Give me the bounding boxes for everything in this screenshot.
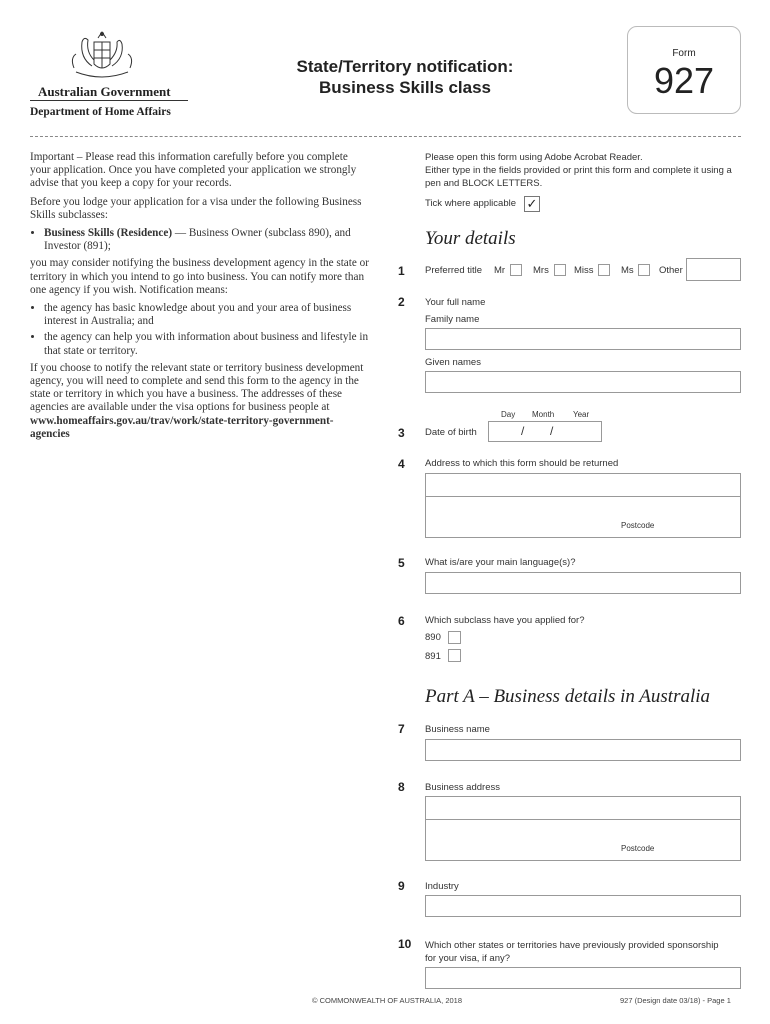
main-language-field[interactable] (425, 572, 741, 594)
title-ms-label: Ms (621, 265, 634, 276)
preferred-title-label: Preferred title (425, 265, 483, 276)
dob-year-label: Year (573, 410, 590, 419)
title-line-2: Business Skills class (319, 78, 491, 97)
main-language-label: What is/are your main language(s)? (425, 557, 576, 568)
industry-label: Industry (425, 881, 459, 892)
intro-agencies (30, 362, 370, 441)
question-number-9: 9 (398, 879, 405, 893)
page-title (270, 56, 540, 98)
question-number-3: 3 (398, 426, 405, 440)
tick-example-icon: ✓ (524, 196, 540, 212)
other-states-field[interactable] (425, 967, 741, 989)
family-name-label: Family name (425, 314, 480, 325)
business-name-label: Business name (425, 724, 490, 735)
date-of-birth-label: Date of birth (425, 427, 477, 438)
dob-separator-1: / (521, 424, 525, 438)
intro-important: Important – Please read this information carefully before you complete your application. Once you have completed your application we strongly advise that you keep a copy for your records. (30, 151, 357, 190)
question-number-7: 7 (398, 722, 405, 736)
department-name: Department of Home Affairs (30, 106, 171, 118)
title-other-field[interactable] (686, 258, 741, 281)
coat-of-arms-logo (62, 28, 142, 88)
question-number-5: 5 (398, 556, 405, 570)
date-of-birth-field[interactable] (488, 421, 602, 442)
agencies-link[interactable]: www.homeaffairs.gov.au/trav/work/state-territory-government-agencies (30, 414, 334, 440)
instructions-line-1: Please open this form using Adobe Acrobat Reader. (425, 152, 643, 163)
subclass-891-label: 891 (425, 651, 441, 662)
question-number-8: 8 (398, 780, 405, 794)
intro-notify: you may consider notifying the business development agency in the state or territory in which you intend to go into business. You can notify more than one agency if you wish. Notification means: (30, 257, 369, 296)
instructions (425, 151, 745, 190)
subclass-890-label: 890 (425, 632, 441, 643)
given-names-label: Given names (425, 357, 481, 368)
dob-separator-2: / (550, 424, 554, 438)
your-details-heading: Your details (425, 228, 516, 249)
subclass-list-item (44, 227, 370, 253)
subclass-890-checkbox[interactable] (448, 631, 461, 644)
header-divider (30, 136, 741, 137)
business-address-label: Business address (425, 782, 500, 793)
family-name-field[interactable] (425, 328, 741, 350)
notification-means-list (30, 302, 370, 358)
dob-day-label: Day (501, 410, 516, 419)
subclass-applied-label: Which subclass have you applied for? (425, 615, 585, 626)
question-number-6: 6 (398, 614, 405, 628)
business-skills-rest: — Business Owner (subclass 890), and Investor (891); (44, 227, 351, 253)
header-rule (30, 100, 188, 101)
form-label: Form (672, 48, 696, 59)
government-name: Australian Government (38, 84, 171, 99)
title-line-1: State/Territory notification: (296, 57, 514, 76)
intro-before-lodge: Before you lodge your application for a visa under the following Business Skills subclasses: (30, 195, 362, 221)
business-name-field[interactable] (425, 739, 741, 761)
question-number-10: 10 (398, 937, 412, 951)
full-name-label: Your full name (425, 297, 486, 308)
business-skills-bold: Business Skills (Residence) (44, 227, 173, 240)
form-number: 927 (653, 60, 715, 101)
agencies-text: If you choose to notify the relevant state or territory business development agency, you will need to complete and send this form to the agency in the state or territory in which you have a business. The addresses of these agencies are available under the visa options for business people at (30, 361, 364, 414)
question-number-1: 1 (398, 264, 405, 278)
tick-label: Tick where applicable (425, 198, 516, 209)
subclass-list (30, 227, 370, 253)
instructions-line-2: Either type in the fields provided or print this form and complete it using a pen and BLOCK LETTERS. (425, 165, 732, 189)
means-item-help: • the agency can help you with information about business and lifestyle in that state or territory. (44, 331, 370, 357)
title-mrs-checkbox[interactable] (554, 264, 566, 276)
return-address-label: Address to which this form should be returned (425, 458, 619, 469)
copyright-notice: © COMMONWEALTH OF AUSTRALIA, 2018 (312, 996, 462, 1005)
question-number-4: 4 (398, 457, 405, 471)
return-address-line-2[interactable] (425, 496, 741, 538)
question-number-2: 2 (398, 295, 405, 309)
title-miss-label: Miss (574, 265, 594, 276)
return-address-postcode-label: Postcode (621, 521, 655, 530)
industry-field[interactable] (425, 895, 741, 917)
title-miss-checkbox[interactable] (598, 264, 610, 276)
title-other-label: Other (659, 265, 683, 276)
business-address-line-2[interactable] (425, 819, 741, 861)
title-mr-label: Mr (494, 265, 506, 276)
title-ms-checkbox[interactable] (638, 264, 650, 276)
dob-month-label: Month (532, 410, 555, 419)
page-number: 927 (Design date 03/18) - Page 1 (620, 996, 731, 1005)
other-states-label (425, 939, 719, 965)
business-address-postcode-label: Postcode (621, 844, 655, 853)
business-address-line-1[interactable] (425, 796, 741, 820)
other-states-label-line-2: for your visa, if any? (425, 953, 511, 964)
title-mr-checkbox[interactable] (510, 264, 522, 276)
given-names-field[interactable] (425, 371, 741, 393)
title-mrs-label: Mrs (533, 265, 549, 276)
means-item-knowledge: • the agency has basic knowledge about you and your area of business interest in Australia; and (44, 302, 370, 328)
part-a-heading: Part A – Business details in Australia (425, 686, 711, 707)
return-address-line-1[interactable] (425, 473, 741, 497)
subclass-891-checkbox[interactable] (448, 649, 461, 662)
other-states-label-line-1: Which other states or territories have previously provided sponsorship (425, 940, 719, 951)
intro-text (30, 151, 370, 446)
